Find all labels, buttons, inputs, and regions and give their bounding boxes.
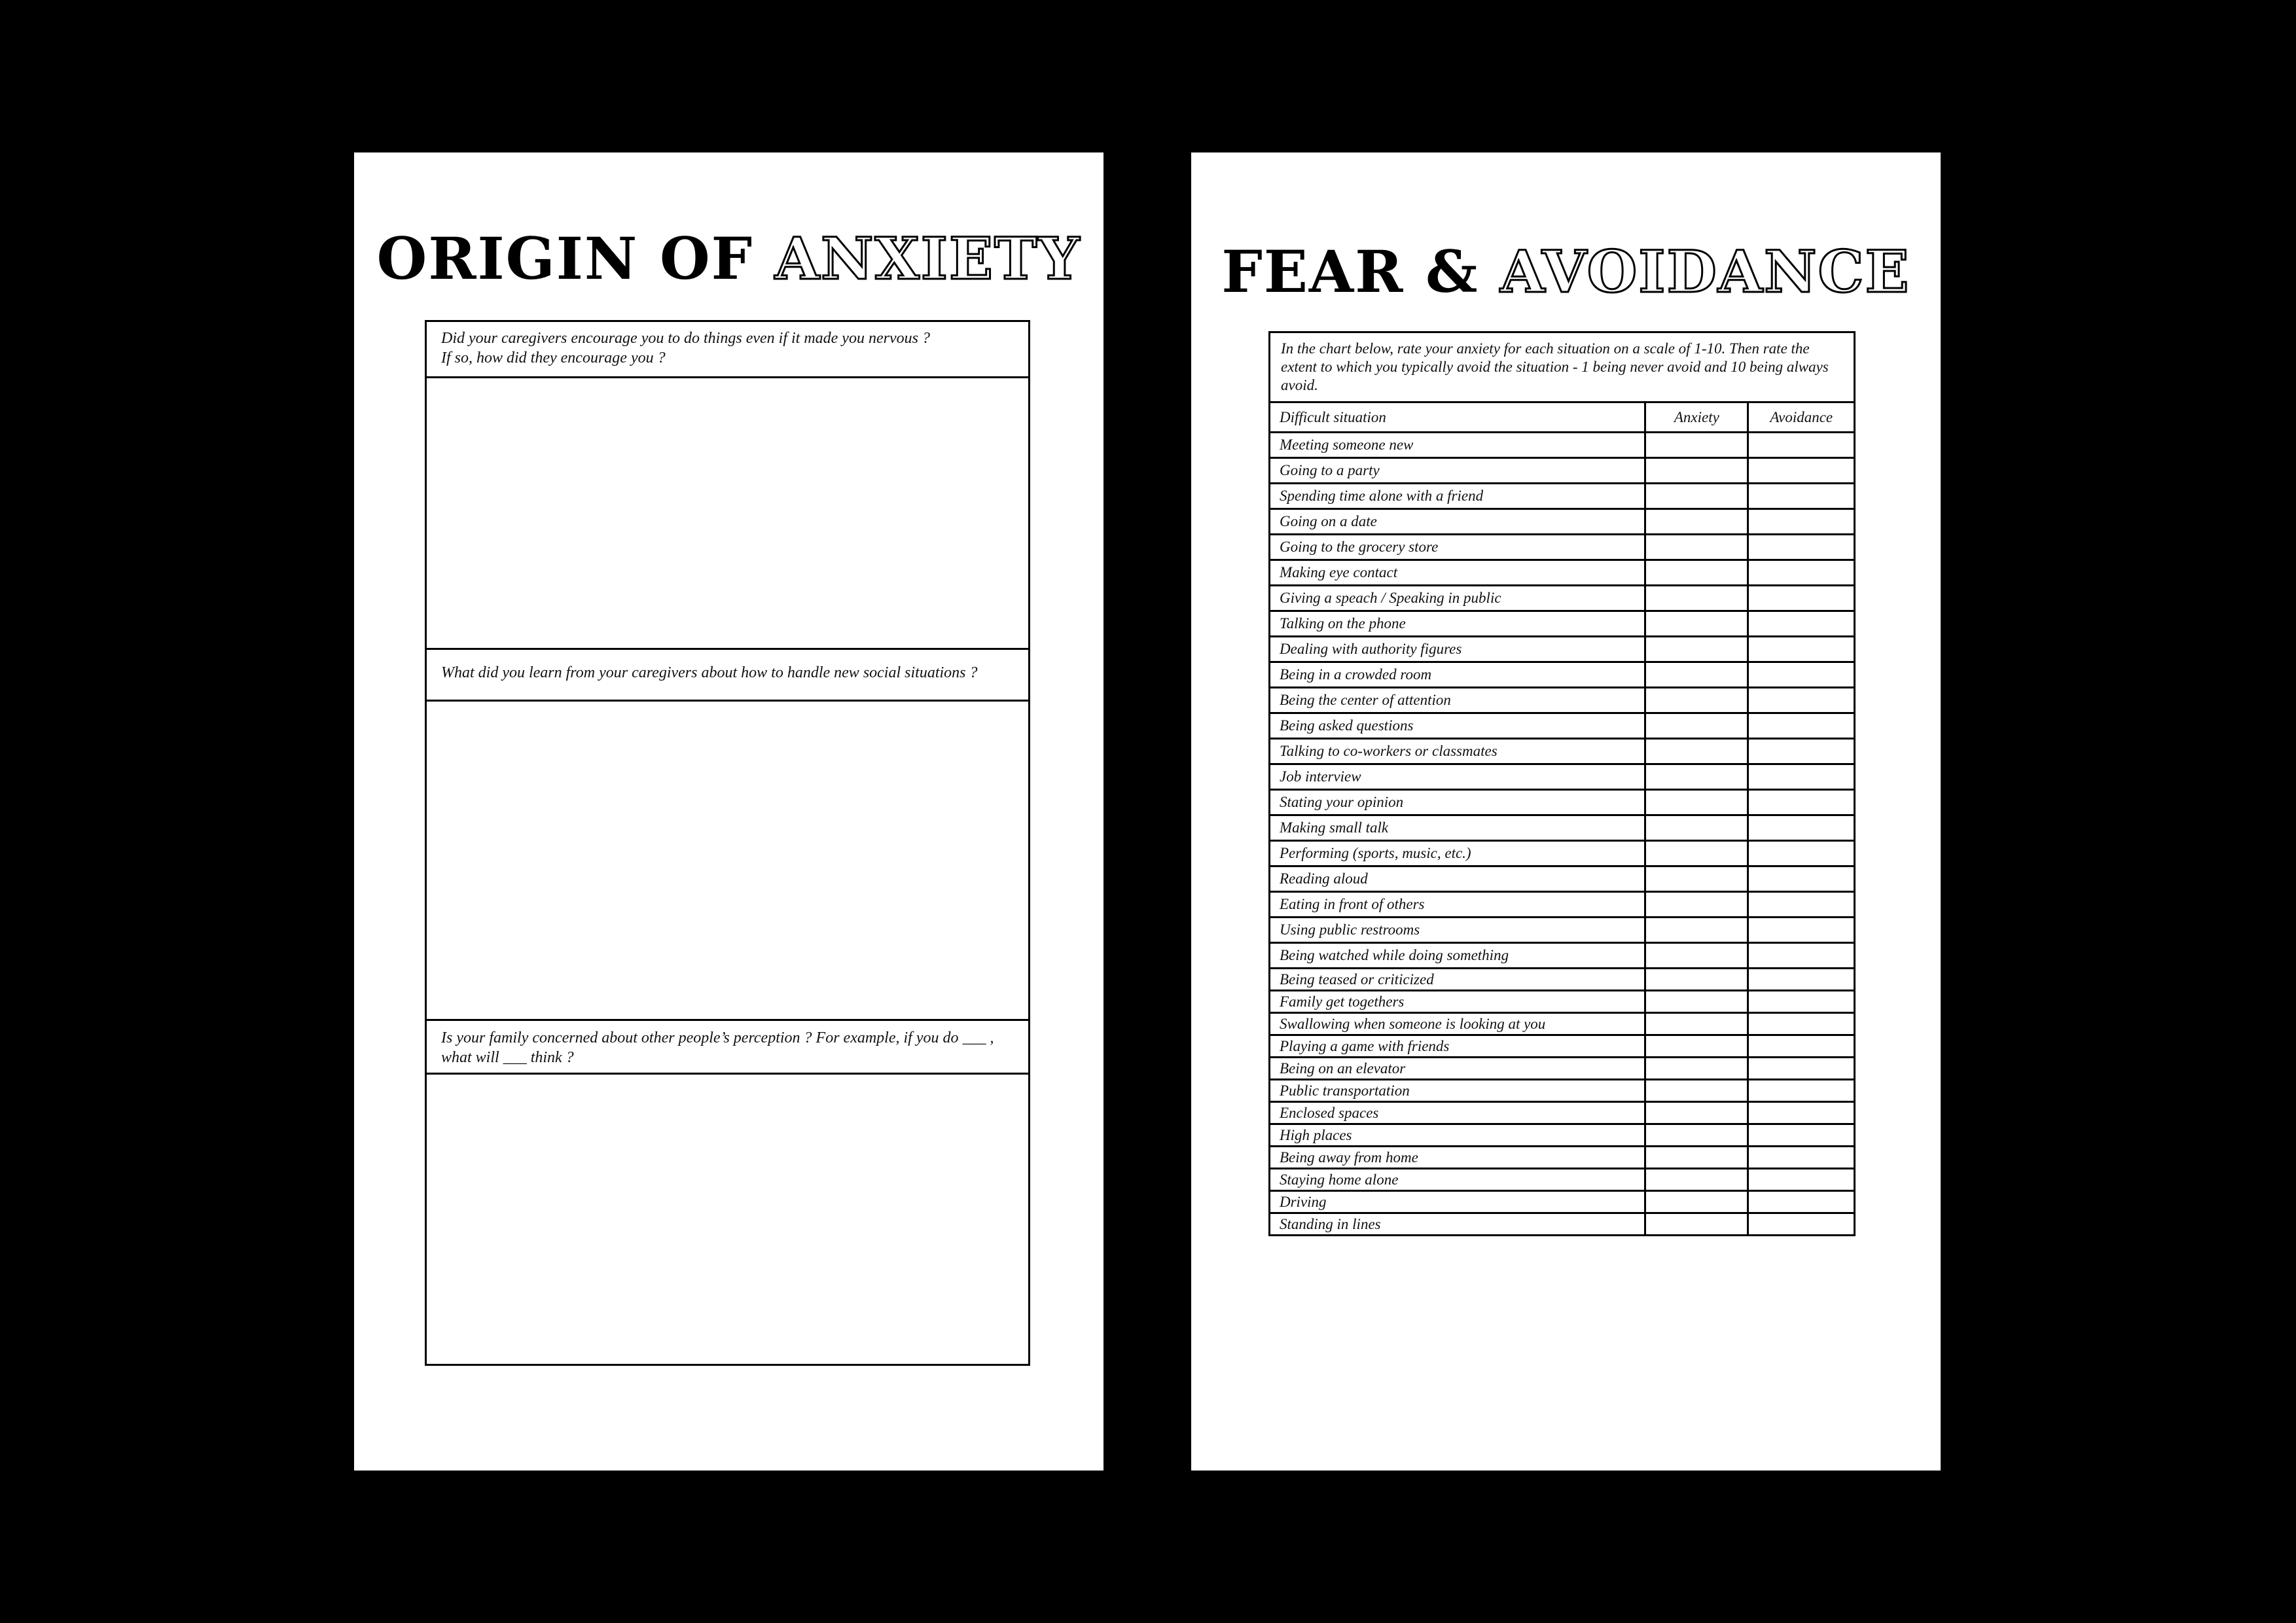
avoidance-cell[interactable] [1748, 1213, 1855, 1236]
table-row [1270, 1102, 1855, 1124]
avoidance-cell[interactable] [1748, 1191, 1855, 1213]
anxiety-cell[interactable] [1645, 1080, 1748, 1102]
situation-label: Being watched while doing something [1270, 943, 1645, 969]
avoidance-cell[interactable] [1748, 1102, 1855, 1124]
question-3 [427, 1019, 1028, 1075]
anxiety-cell[interactable] [1645, 866, 1748, 892]
situation-label: Playing a game with friends [1270, 1035, 1645, 1058]
answer-area-2[interactable] [427, 702, 1028, 1019]
fear-avoidance-table [1268, 331, 1856, 1236]
fear-and-avoidance-page [1191, 152, 1941, 1471]
table-row [1270, 866, 1855, 892]
table-row [1270, 969, 1855, 991]
table-row [1270, 943, 1855, 969]
question-1 [427, 322, 1028, 378]
avoidance-cell[interactable] [1748, 1035, 1855, 1058]
table-row [1270, 662, 1855, 688]
table-row [1270, 688, 1855, 713]
anxiety-cell[interactable] [1645, 433, 1748, 458]
table-row [1270, 560, 1855, 586]
avoidance-cell[interactable] [1748, 586, 1855, 611]
avoidance-cell[interactable] [1748, 1013, 1855, 1035]
table-row [1270, 991, 1855, 1013]
table-row [1270, 790, 1855, 815]
anxiety-cell[interactable] [1645, 1191, 1748, 1213]
avoidance-cell[interactable] [1748, 1058, 1855, 1080]
anxiety-cell[interactable] [1645, 1213, 1748, 1236]
question-box-2 [425, 646, 1030, 1021]
table-row [1270, 586, 1855, 611]
avoidance-cell[interactable] [1748, 713, 1855, 739]
situation-label: Standing in lines [1270, 1213, 1645, 1236]
situation-label: Swallowing when someone is looking at you [1270, 1013, 1645, 1035]
anxiety-cell[interactable] [1645, 1169, 1748, 1191]
avoidance-cell[interactable] [1748, 918, 1855, 943]
table-row [1270, 611, 1855, 637]
avoidance-cell[interactable] [1748, 991, 1855, 1013]
anxiety-cell[interactable] [1645, 1102, 1748, 1124]
anxiety-cell[interactable] [1645, 739, 1748, 764]
avoidance-cell[interactable] [1748, 484, 1855, 509]
avoidance-cell[interactable] [1748, 739, 1855, 764]
question-box-3 [425, 1019, 1030, 1366]
situation-label: Stating your opinion [1270, 790, 1645, 815]
question-1-line-1: Did your caregivers encourage you to do things even if it made you nervous ? [441, 330, 930, 347]
table-row [1270, 484, 1855, 509]
answer-area-3[interactable] [427, 1075, 1028, 1356]
anxiety-cell[interactable] [1645, 969, 1748, 991]
avoidance-cell[interactable] [1748, 535, 1855, 560]
avoidance-cell[interactable] [1748, 815, 1855, 841]
anxiety-cell[interactable] [1645, 1124, 1748, 1147]
avoidance-cell[interactable] [1748, 1169, 1855, 1191]
avoidance-cell[interactable] [1748, 509, 1855, 535]
situation-label: Enclosed spaces [1270, 1102, 1645, 1124]
table-row [1270, 918, 1855, 943]
table-row [1270, 1124, 1855, 1147]
table-row [1270, 1213, 1855, 1236]
table-row [1270, 1058, 1855, 1080]
table-row [1270, 1147, 1855, 1169]
anxiety-cell[interactable] [1645, 611, 1748, 637]
situation-label: Being the center of attention [1270, 688, 1645, 713]
question-box-1 [425, 320, 1030, 650]
header-avoidance: Avoidance [1748, 402, 1855, 433]
header-situation: Difficult situation [1270, 402, 1645, 433]
anxiety-cell[interactable] [1645, 841, 1748, 866]
anxiety-cell[interactable] [1645, 458, 1748, 484]
situation-label: Driving [1270, 1191, 1645, 1213]
avoidance-cell[interactable] [1748, 458, 1855, 484]
avoidance-cell[interactable] [1748, 1080, 1855, 1102]
situation-label: Performing (sports, music, etc.) [1270, 841, 1645, 866]
situation-label: Being asked questions [1270, 713, 1645, 739]
anxiety-cell[interactable] [1645, 586, 1748, 611]
situation-label: Making eye contact [1270, 560, 1645, 586]
situation-label: Spending time alone with a friend [1270, 484, 1645, 509]
avoidance-cell[interactable] [1748, 1124, 1855, 1147]
avoidance-cell[interactable] [1748, 662, 1855, 688]
situation-label: Going to the grocery store [1270, 535, 1645, 560]
avoidance-cell[interactable] [1748, 790, 1855, 815]
table-row [1270, 535, 1855, 560]
anxiety-cell[interactable] [1645, 637, 1748, 662]
anxiety-cell[interactable] [1645, 1013, 1748, 1035]
table-row [1270, 1191, 1855, 1213]
anxiety-cell[interactable] [1645, 535, 1748, 560]
table-row [1270, 458, 1855, 484]
avoidance-cell[interactable] [1748, 841, 1855, 866]
avoidance-cell[interactable] [1748, 866, 1855, 892]
anxiety-cell[interactable] [1645, 815, 1748, 841]
table-row [1270, 1035, 1855, 1058]
avoidance-cell[interactable] [1748, 1147, 1855, 1169]
situation-label: Using public restrooms [1270, 918, 1645, 943]
situation-label: Family get togethers [1270, 991, 1645, 1013]
question-3-line-2: what will ___ think ? [441, 1049, 574, 1066]
situation-label: Being on an elevator [1270, 1058, 1645, 1080]
question-2 [427, 646, 1028, 702]
origin-of-anxiety-page [354, 152, 1103, 1471]
avoidance-cell[interactable] [1748, 688, 1855, 713]
avoidance-cell[interactable] [1748, 943, 1855, 969]
table-row [1270, 815, 1855, 841]
table-row [1270, 764, 1855, 790]
table-row [1270, 1169, 1855, 1191]
situation-label: Job interview [1270, 764, 1645, 790]
anxiety-cell[interactable] [1645, 892, 1748, 918]
table-row [1270, 433, 1855, 458]
table-row [1270, 841, 1855, 866]
anxiety-cell[interactable] [1645, 560, 1748, 586]
situation-label: Eating in front of others [1270, 892, 1645, 918]
title-solid: ORIGIN OF [376, 224, 775, 293]
avoidance-cell[interactable] [1748, 611, 1855, 637]
situation-label: Meeting someone new [1270, 433, 1645, 458]
situation-label: Going to a party [1270, 458, 1645, 484]
situation-label: Being teased or criticized [1270, 969, 1645, 991]
situation-label: Talking to co-workers or classmates [1270, 739, 1645, 764]
situation-label: Talking on the phone [1270, 611, 1645, 637]
anxiety-cell[interactable] [1645, 1147, 1748, 1169]
avoidance-cell[interactable] [1748, 560, 1855, 586]
table-row [1270, 1013, 1855, 1035]
avoidance-cell[interactable] [1748, 433, 1855, 458]
page-title [354, 224, 1103, 293]
situation-label: Public transportation [1270, 1080, 1645, 1102]
table-row [1270, 713, 1855, 739]
question-3-line-1: Is your family concerned about other people’s perception ? For example, if you do ___ , [441, 1029, 994, 1046]
question-2-line-1: What did you learn from your caregivers about how to handle new social situations ? [441, 664, 978, 681]
table-row [1270, 739, 1855, 764]
situation-label: Dealing with authority figures [1270, 637, 1645, 662]
table-row [1270, 892, 1855, 918]
situation-label: Giving a speach / Speaking in public [1270, 586, 1645, 611]
anxiety-cell[interactable] [1645, 662, 1748, 688]
situation-label: Going on a date [1270, 509, 1645, 535]
table-row [1270, 1080, 1855, 1102]
anxiety-cell[interactable] [1645, 790, 1748, 815]
avoidance-cell[interactable] [1748, 764, 1855, 790]
anxiety-cell[interactable] [1645, 688, 1748, 713]
anxiety-cell[interactable] [1645, 991, 1748, 1013]
table-row [1270, 509, 1855, 535]
anxiety-cell[interactable] [1645, 943, 1748, 969]
answer-area-1[interactable] [427, 378, 1028, 648]
situation-label: Making small talk [1270, 815, 1645, 841]
anxiety-cell[interactable] [1645, 1035, 1748, 1058]
page-title [1191, 238, 1941, 306]
title-outline: AVOIDANCE [1500, 238, 1910, 306]
anxiety-cell[interactable] [1645, 713, 1748, 739]
situation-label: Reading aloud [1270, 866, 1645, 892]
anxiety-cell[interactable] [1645, 509, 1748, 535]
situation-label: Being in a crowded room [1270, 662, 1645, 688]
title-outline: ANXIETY [774, 224, 1081, 293]
situation-label: High places [1270, 1124, 1645, 1147]
avoidance-cell[interactable] [1748, 969, 1855, 991]
avoidance-cell[interactable] [1748, 637, 1855, 662]
question-1-line-2: If so, how did they encourage you ? [441, 349, 666, 366]
anxiety-cell[interactable] [1645, 764, 1748, 790]
instructions: In the chart below, rate your anxiety for each situation on a scale of 1-10. Then rate the extent to which you typically avoid the situation - 1 being never avoid and 10 being always avoid. [1270, 332, 1855, 402]
anxiety-cell[interactable] [1645, 1058, 1748, 1080]
title-solid: FEAR & [1221, 238, 1501, 306]
anxiety-cell[interactable] [1645, 484, 1748, 509]
table-row [1270, 637, 1855, 662]
situation-label: Being away from home [1270, 1147, 1645, 1169]
avoidance-cell[interactable] [1748, 892, 1855, 918]
header-anxiety: Anxiety [1645, 402, 1748, 433]
anxiety-cell[interactable] [1645, 918, 1748, 943]
situation-label: Staying home alone [1270, 1169, 1645, 1191]
